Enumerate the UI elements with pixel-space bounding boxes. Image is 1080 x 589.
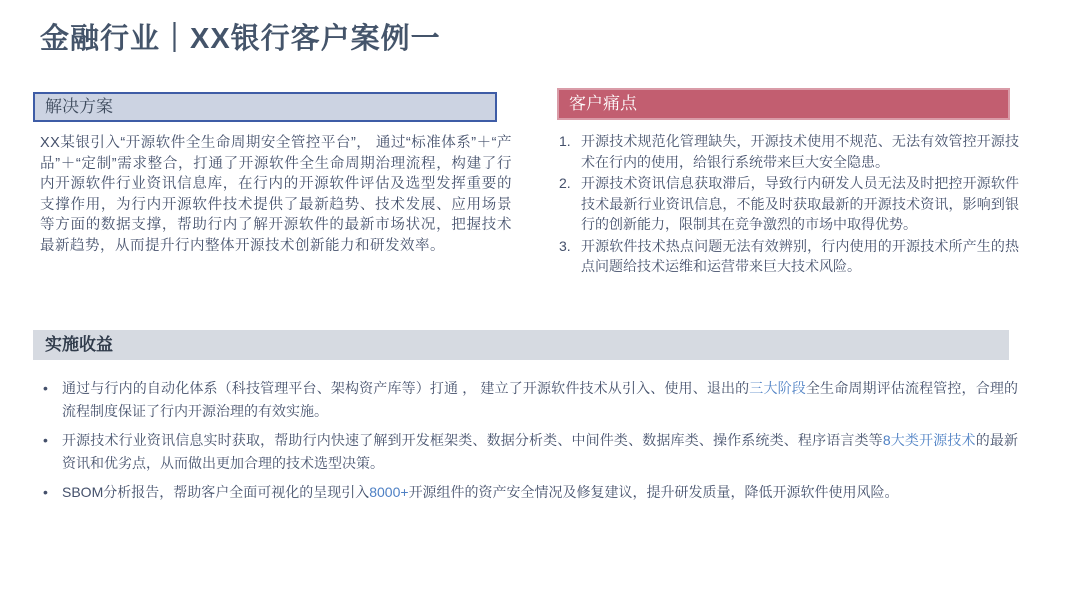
text-segment: 通过与行内的自动化体系（科技管理平台、架构资产库等）打通 ， 建立了开源软件技术从引入、使用、退出的: [62, 380, 750, 396]
list-item: [40, 377, 1018, 423]
page-title: 金融行业｜XX银行客户案例一: [40, 23, 441, 55]
text-segment: 的最新资讯和优劣点，从而做出更加合理的技术选型决策。: [62, 432, 1019, 471]
list-item: 开源软件技术热点问题无法有效辨别，行内使用的开源技术所产生的热点问题给技术运维和运营带来巨大技术风险。: [581, 237, 1019, 274]
text-segment: SBOM分析报告，帮助客户全面可视化的呈现引入: [62, 484, 370, 500]
solution-section-header: 解决方案: [33, 92, 497, 122]
highlight-text: 8大类开源技术: [882, 432, 976, 448]
solution-body-text: XX某银引入“开源软件全生命周期安全管控平台”， 通过“标准体系”＋“产品”＋“定制”需求整合，打通了开源软件全生命周期治理流程，构建了行内开源软件行业资讯信息库，在行内的开源软件评估及选型发挥重要的支撑作用，为行内开源软件技术提供了最新趋势、技术发展、应用场景等方面的数据支撑，帮助行内了解开源软件的最新市场状况，把握技术最新趋势，从而提升行内整体开源技术创新能力和研发效率。: [40, 135, 512, 254]
benefits-section-header: 实施收益: [33, 330, 1009, 360]
text-segment: 开源组件的资产安全情况及修复建议，提升研发质量，降低开源软件使用风险。: [408, 484, 899, 500]
text-segment: 开源技术行业资讯信息实时获取，帮助行内快速了解到开发框架类、数据分析类、中间件类、数据库类、操作系统类、程序语言类等: [62, 432, 883, 448]
highlight-text: 8000+: [369, 484, 409, 500]
highlight-text: 三大阶段: [749, 380, 806, 396]
pain-points-list: [557, 131, 1019, 278]
text-segment: 全生命周期评估流程管控，合理的流程制度保证了行内开源治理的有效实施。: [62, 380, 1019, 419]
pain-points-section-header: 客户痛点: [557, 88, 1010, 120]
list-item: 开源技术资讯信息获取滞后，导致行内研发人员无法及时把控开源软件技术最新行业资讯信息，不能及时获取最新的开源技术资讯，影响到银行的创新能力，限制其在竞争激烈的市场中取得优势。: [581, 175, 1019, 232]
benefits-list: [40, 377, 1018, 510]
list-item: [40, 429, 1018, 475]
list-item: 开源技术规范化管理缺失，开源技术使用不规范、无法有效管控开源技术在行内的使用，给银行系统带来巨大安全隐患。: [581, 133, 1019, 170]
list-item: [40, 481, 1018, 504]
